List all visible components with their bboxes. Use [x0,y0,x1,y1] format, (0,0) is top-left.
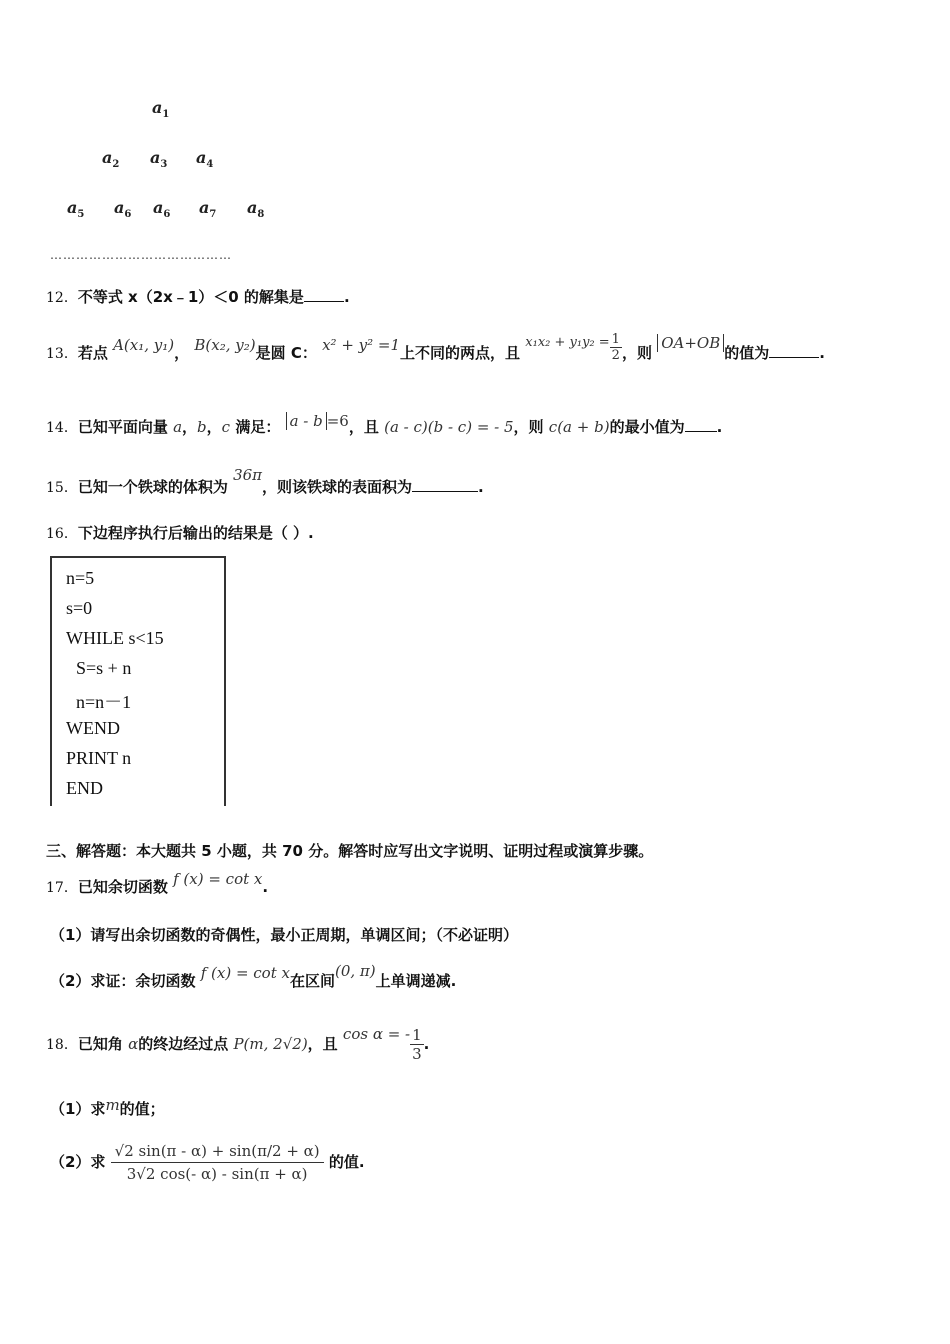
program-line: S=s + n [76,658,132,678]
answer-blank [412,477,478,492]
dot-condition: x₁x₂ + y₁y₂ = [525,335,610,350]
triangle-a2: $a_2$ [102,148,120,171]
triangle-a7: $a_7$ [199,198,217,221]
answer-blank [304,287,344,302]
vector-sum-magnitude: OA+OB [657,334,724,352]
fraction-half: $\frac{1}{2}$ [611,332,620,363]
program-box [50,556,226,806]
point-b: B(x₂, y₂) [194,336,256,354]
program-line: s=0 [66,598,93,618]
triangle-a6b: $a_6$ [153,198,171,221]
point-a: A(x₁, y₁) [113,336,175,354]
program-line: n=5 [66,568,95,588]
cot-function: f (x) = cot x [173,870,263,888]
question-14: 14．已知平面向量 a，b，c 满足： a - b =6，且 (a - c)(b - c) = - 5，则 c(a + b)的最小值为 . [46,412,723,436]
question-17: 17．已知余切函数 f (x) = cot x. [46,870,269,896]
question-16: 16．下边程序执行后输出的结果是（ ）. [46,524,314,542]
question-15: 15．已知一个铁球的体积为 36π，则该铁球的表面积为 . [46,466,484,496]
cot-function: f (x) = cot x [200,964,290,982]
program-line: WHILE s<15 [66,628,164,648]
program-line: END [66,778,103,798]
sphere-volume: 36π [233,466,263,484]
triangle-ellipsis: …………………………………… [50,248,232,262]
question-17-part-1: （1）请写出余切函数的奇偶性，最小正周期，单调区间；（不必证明） [50,926,518,944]
triangle-a6: $a_6$ [114,198,132,221]
answer-blank [685,417,717,432]
circle-equation: x² + y² =1 [322,336,401,354]
dot-product-condition: (a - c)(b - c) = - 5 [384,418,514,436]
question-13: 13．若点 A(x₁, y₁)， B(x₂, y₂)是圆 C： x² + y² =1上不同的两点，且 x₁x₂ + y₁y₂ = $\frac{1}{2}$ ，则 OA+OB的值为 . [46,332,825,363]
program-line: WEND [66,718,120,738]
fraction-third: $\frac{1}{3}$ [412,1026,422,1063]
question-18-part-1: （1）求m的值； [50,1096,165,1118]
section-heading: 三、解答题：本大题共 5 小题，共 70 分。解答时应写出文字说明、证明过程或演算步骤。 [46,842,654,860]
target-expression: c(a + b) [548,418,610,436]
question-12: 12．不等式 x（2x﹣1）＜0 的解集是 . [46,288,350,306]
triangle-a1: $a_1$ [152,98,170,121]
cosine-value: cos α = - [342,1025,411,1043]
triangle-a4: $a_4$ [196,148,214,171]
trig-fraction: $\frac{√2 \sin(\pi - \alpha) + \sin(\pi/2 + \alpha)}{3√2 \cos(- \alpha) - \sin(\pi + \alpha)}$ [111,1142,324,1183]
triangle-a3: $a_3$ [150,148,168,171]
question-18: 18．已知角 α的终边经过点 P(m, 2√2)，且 cos α = - $\frac{1}{3}$ . [46,1025,430,1063]
program-line: PRINT n [66,748,132,768]
program-line: n=n－1 [76,692,132,712]
vector-difference-magnitude: a - b [286,412,327,430]
triangle-a8: $a_8$ [247,198,265,221]
triangle-a5: $a_5$ [67,198,85,221]
interval: (0, π) [334,962,376,980]
point-p: P(m, 2√2) [233,1035,308,1053]
question-17-part-2: （2）求证：余切函数 f (x) = cot x在区间(0, π)上单调递减. [50,962,457,990]
question-18-part-2: （2）求 $\frac{√2 \sin(\pi - \alpha) + \sin(\pi/2 + \alpha)}{3√2 \cos(- \alpha) - \sin(\pi + \alpha)}$ 的值. [50,1142,365,1183]
answer-blank [769,343,819,358]
